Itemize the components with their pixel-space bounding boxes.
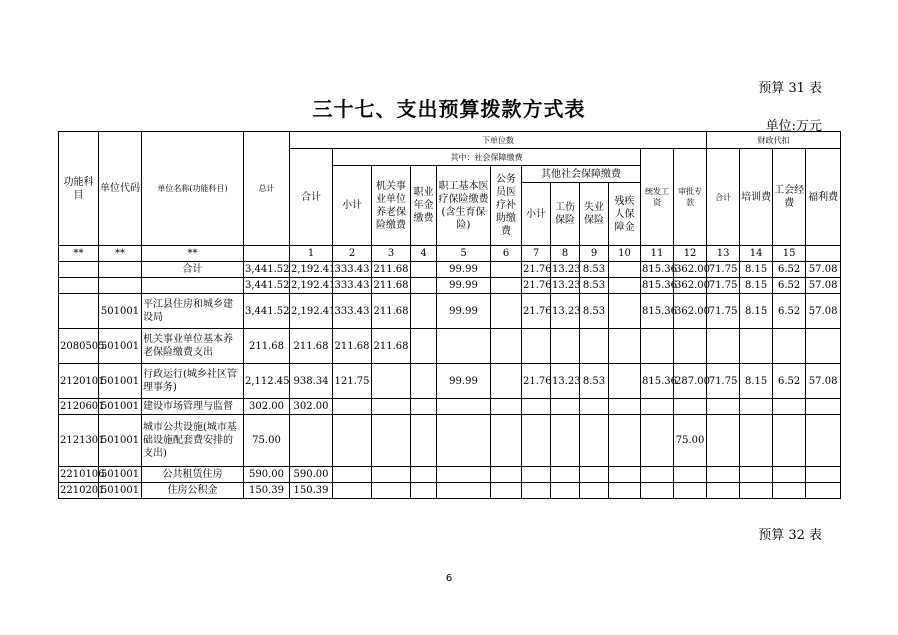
table-cell: 机关事业单位基本养老保险缴费支出: [142, 329, 244, 364]
table-cell: 57.08: [806, 278, 841, 294]
table-cell: [99, 278, 142, 294]
table-cell: [491, 483, 522, 499]
header-peixun: 培训费: [740, 149, 773, 246]
table-cell: 150.39: [244, 483, 290, 499]
table-cell: [333, 467, 372, 483]
table-cell: 211.68: [372, 278, 411, 294]
table-cell: [491, 399, 522, 415]
header-qita-xiaoji: 小计: [522, 183, 551, 246]
column-number-cell: [244, 246, 290, 262]
table-cell: 建设市场管理与监督: [142, 399, 244, 415]
table-cell: [674, 399, 707, 415]
table-cell: [707, 329, 740, 364]
table-cell: 590.00: [244, 467, 290, 483]
table-cell: 501001: [99, 294, 142, 329]
table-row: [59, 399, 841, 415]
table-cell: [580, 415, 609, 467]
table-cell: 590.00: [290, 467, 333, 483]
table-cell: 8.53: [580, 294, 609, 329]
table-cell: 21.76: [522, 278, 551, 294]
table-cell: 333.43: [333, 262, 372, 278]
column-number-cell: [806, 246, 841, 262]
table-cell: [491, 329, 522, 364]
table-cell: 57.08: [806, 364, 841, 399]
table-row: [59, 294, 841, 329]
table-cell: 21.76: [522, 294, 551, 329]
header-canji: 残疾人保障金: [609, 183, 641, 246]
column-number-cell: **: [59, 246, 99, 262]
table-cell: 302.00: [290, 399, 333, 415]
table-cell: 211.68: [290, 329, 333, 364]
column-number-cell: **: [99, 246, 142, 262]
table-cell: [674, 329, 707, 364]
table-cell: 2120101: [59, 364, 99, 399]
table-cell: 211.68: [372, 262, 411, 278]
column-number-cell: 5: [437, 246, 491, 262]
table-cell: [641, 415, 674, 467]
header-heji: 合计: [290, 149, 333, 246]
table-cell: 13.23: [551, 294, 580, 329]
table-cell: 211.68: [372, 294, 411, 329]
table-cell: [806, 467, 841, 483]
column-number-cell: 10: [609, 246, 641, 262]
table-cell: 99.99: [437, 278, 491, 294]
header-yiliao: 职工基本医疗保险缴费(含生育保险): [437, 166, 491, 246]
table-cell: [372, 364, 411, 399]
header-cz-heji: 合计: [707, 149, 740, 246]
table-cell: 501001: [99, 415, 142, 467]
column-number-cell: 11: [641, 246, 674, 262]
table-cell: 333.43: [333, 294, 372, 329]
column-number-cell: 13: [707, 246, 740, 262]
header-zhiye-nianjin: 职业年金缴费: [411, 166, 437, 246]
table-cell: [707, 415, 740, 467]
table-cell: 2210106: [59, 467, 99, 483]
column-number-cell: 4: [411, 246, 437, 262]
table-cell: 75.00: [244, 415, 290, 467]
table-cell: 住房公积金: [142, 483, 244, 499]
header-total: 总计: [244, 132, 290, 246]
table-cell: 13.23: [551, 364, 580, 399]
table-cell: 501001: [99, 399, 142, 415]
table-cell: 815.36: [641, 262, 674, 278]
table-cell: [522, 415, 551, 467]
table-cell: [59, 294, 99, 329]
column-number-cell: **: [142, 246, 244, 262]
column-number-cell: 8: [551, 246, 580, 262]
table-cell: 6.52: [773, 364, 806, 399]
page-number: 6: [445, 573, 453, 584]
table-cell: [773, 399, 806, 415]
table-cell: 6.52: [773, 262, 806, 278]
table-cell: [580, 483, 609, 499]
table-row: [59, 364, 841, 399]
table-cell: [740, 415, 773, 467]
table-cell: 公共租赁住房: [142, 467, 244, 483]
table-cell: [641, 399, 674, 415]
table-cell: 121.75: [333, 364, 372, 399]
table-cell: 13.23: [551, 278, 580, 294]
table-cell: [522, 399, 551, 415]
table-cell: [773, 329, 806, 364]
table-cell: [609, 399, 641, 415]
table-cell: [806, 483, 841, 499]
table-cell: 8.53: [580, 278, 609, 294]
table-cell: [609, 329, 641, 364]
table-cell: 211.68: [244, 329, 290, 364]
header-caizheng: 财政代扣: [707, 132, 841, 149]
header-xiadanwei: 下单位数: [290, 132, 707, 149]
header-unit-code: 单位代码: [99, 132, 142, 246]
table-cell: [641, 329, 674, 364]
table-cell: [333, 415, 372, 467]
table-cell: 2121301: [59, 415, 99, 467]
table-cell: 2,112.45: [244, 364, 290, 399]
table-cell: 501001: [99, 467, 142, 483]
table-cell: [609, 483, 641, 499]
column-number-cell: 3: [372, 246, 411, 262]
table-cell: [333, 483, 372, 499]
table-cell: 71.75: [707, 262, 740, 278]
table-cell: 150.39: [290, 483, 333, 499]
table-cell: [609, 278, 641, 294]
table-cell: 行政运行(城乡社区管理事务): [142, 364, 244, 399]
table-cell: [59, 278, 99, 294]
table-cell: [491, 262, 522, 278]
table-cell: 8.15: [740, 364, 773, 399]
table-cell: 8.53: [580, 262, 609, 278]
table-cell: [142, 278, 244, 294]
table-cell: [674, 467, 707, 483]
header-gongshang: 工伤保险: [551, 183, 580, 246]
table-cell: 8.15: [740, 294, 773, 329]
header-jiguan-yanglao: 机关事业单位养老保险缴费: [372, 166, 411, 246]
column-number-row: [59, 246, 841, 262]
table-cell: 938.34: [290, 364, 333, 399]
table-cell: 8.15: [740, 262, 773, 278]
table-cell: 211.68: [333, 329, 372, 364]
table-row: [59, 278, 841, 294]
table-cell: 13.23: [551, 262, 580, 278]
table-cell: 362.00: [674, 278, 707, 294]
budget-allocation-table: [58, 131, 841, 499]
table-cell: [707, 483, 740, 499]
table-cell: 21.76: [522, 364, 551, 399]
table-cell: [806, 415, 841, 467]
column-number-cell: 2: [333, 246, 372, 262]
header-shiye: 失业保险: [580, 183, 609, 246]
table-cell: 287.00: [674, 364, 707, 399]
table-cell: [551, 329, 580, 364]
table-cell: [99, 262, 142, 278]
table-cell: [580, 399, 609, 415]
table-cell: [551, 415, 580, 467]
table-cell: [333, 399, 372, 415]
table-cell: [491, 364, 522, 399]
table-cell: 城市公共设施(城市基础设施配套费安排的支出): [142, 415, 244, 467]
column-number-cell: 14: [740, 246, 773, 262]
table-cell: 8.15: [740, 278, 773, 294]
table-cell: [437, 467, 491, 483]
budget-table-label-top: 预算 31 表: [758, 81, 822, 96]
table-cell: 2210201: [59, 483, 99, 499]
table-cell: 57.08: [806, 294, 841, 329]
table-cell: [551, 467, 580, 483]
table-cell: 71.75: [707, 364, 740, 399]
table-cell: 6.52: [773, 294, 806, 329]
table-cell: [522, 467, 551, 483]
table-cell: 362.00: [674, 262, 707, 278]
table-cell: [411, 483, 437, 499]
table-cell: 501001: [99, 483, 142, 499]
table-cell: [740, 329, 773, 364]
table-cell: [491, 467, 522, 483]
table-cell: [411, 415, 437, 467]
table-cell: [674, 483, 707, 499]
column-number-cell: 6: [491, 246, 522, 262]
table-cell: 3,441.52: [244, 262, 290, 278]
table-cell: [59, 262, 99, 278]
header-tongfa: 统发工资: [641, 149, 674, 246]
table-cell: [522, 329, 551, 364]
table-cell: [411, 467, 437, 483]
table-cell: [411, 278, 437, 294]
table-cell: 815.36: [641, 278, 674, 294]
table-cell: [551, 483, 580, 499]
table-cell: 71.75: [707, 294, 740, 329]
table-cell: [290, 415, 333, 467]
table-body: [59, 246, 841, 499]
table-cell: 99.99: [437, 364, 491, 399]
table-cell: [773, 415, 806, 467]
table-cell: 2,192.41: [290, 262, 333, 278]
table-cell: [411, 364, 437, 399]
header-shenpi: 审批专款: [674, 149, 707, 246]
table-cell: 平江县住房和城乡建设局: [142, 294, 244, 329]
table-cell: 333.43: [333, 278, 372, 294]
column-number-cell: 12: [674, 246, 707, 262]
table-cell: [372, 483, 411, 499]
table-cell: 815.36: [641, 294, 674, 329]
header-xiaoji: 小计: [333, 166, 372, 246]
table-cell: [551, 399, 580, 415]
budget-table-label-bottom: 预算 32 表: [758, 528, 822, 543]
table-row: [59, 262, 841, 278]
table-row: [59, 415, 841, 467]
table-cell: 8.53: [580, 364, 609, 399]
table-cell: [806, 329, 841, 364]
table-cell: [491, 294, 522, 329]
table-cell: 6.52: [773, 278, 806, 294]
table-cell: [641, 467, 674, 483]
table-cell: [411, 399, 437, 415]
table-cell: [411, 294, 437, 329]
table-cell: [522, 483, 551, 499]
table-cell: [411, 262, 437, 278]
header-fuli: 福利费: [806, 149, 841, 246]
table-row: [59, 329, 841, 364]
header-qita: 其他社会保障缴费: [522, 166, 641, 183]
table-cell: [437, 399, 491, 415]
table-cell: 501001: [99, 329, 142, 364]
table-cell: 75.00: [674, 415, 707, 467]
table-cell: [707, 467, 740, 483]
table-cell: [609, 262, 641, 278]
table-cell: [437, 329, 491, 364]
header-func-code: 功能科目: [59, 132, 99, 246]
table-cell: 211.68: [372, 329, 411, 364]
table-cell: 362.00: [674, 294, 707, 329]
table-row: [59, 467, 841, 483]
table-cell: 2,192.41: [290, 294, 333, 329]
header-gonghui: 工会经费: [773, 149, 806, 246]
table-row: [59, 483, 841, 499]
page-title: 三十七、支出预算拨款方式表: [312, 97, 586, 121]
table-cell: 501001: [99, 364, 142, 399]
table-cell: [609, 364, 641, 399]
header-shebao: 其中：社会保障缴费: [333, 149, 641, 166]
table-cell: 99.99: [437, 262, 491, 278]
table-cell: 21.76: [522, 262, 551, 278]
unit-label: 单位:万元: [765, 119, 822, 134]
table-cell: [609, 415, 641, 467]
header-gongwuyuan-yiliao: 公务员医疗补助缴费: [491, 166, 522, 246]
table-cell: [372, 399, 411, 415]
table-cell: 2120601: [59, 399, 99, 415]
table-cell: [773, 483, 806, 499]
table-cell: 57.08: [806, 262, 841, 278]
column-number-cell: 15: [773, 246, 806, 262]
table-cell: [740, 399, 773, 415]
table-cell: [491, 415, 522, 467]
table-cell: 2080505: [59, 329, 99, 364]
header-unit-name: 单位名称(功能科目): [142, 132, 244, 246]
table-cell: 2,192.41: [290, 278, 333, 294]
table-cell: [609, 294, 641, 329]
table-cell: [740, 467, 773, 483]
table-cell: [580, 329, 609, 364]
table-cell: 815.36: [641, 364, 674, 399]
table-cell: [372, 467, 411, 483]
table-cell: 99.99: [437, 294, 491, 329]
table-cell: [437, 483, 491, 499]
table-cell: [372, 415, 411, 467]
table-cell: 71.75: [707, 278, 740, 294]
table-cell: [491, 278, 522, 294]
table-cell: [580, 467, 609, 483]
table-cell: [641, 483, 674, 499]
table-cell: [411, 329, 437, 364]
table-cell: 302.00: [244, 399, 290, 415]
table-cell: [707, 399, 740, 415]
table-cell: 3,441.52: [244, 294, 290, 329]
table-cell: [609, 467, 641, 483]
table-cell: 3,441.52: [244, 278, 290, 294]
table-cell: [806, 399, 841, 415]
table-cell: [740, 483, 773, 499]
table-cell: [437, 415, 491, 467]
column-number-cell: 1: [290, 246, 333, 262]
column-number-cell: 9: [580, 246, 609, 262]
table-cell: 合计: [142, 262, 244, 278]
table-cell: [773, 467, 806, 483]
column-number-cell: 7: [522, 246, 551, 262]
